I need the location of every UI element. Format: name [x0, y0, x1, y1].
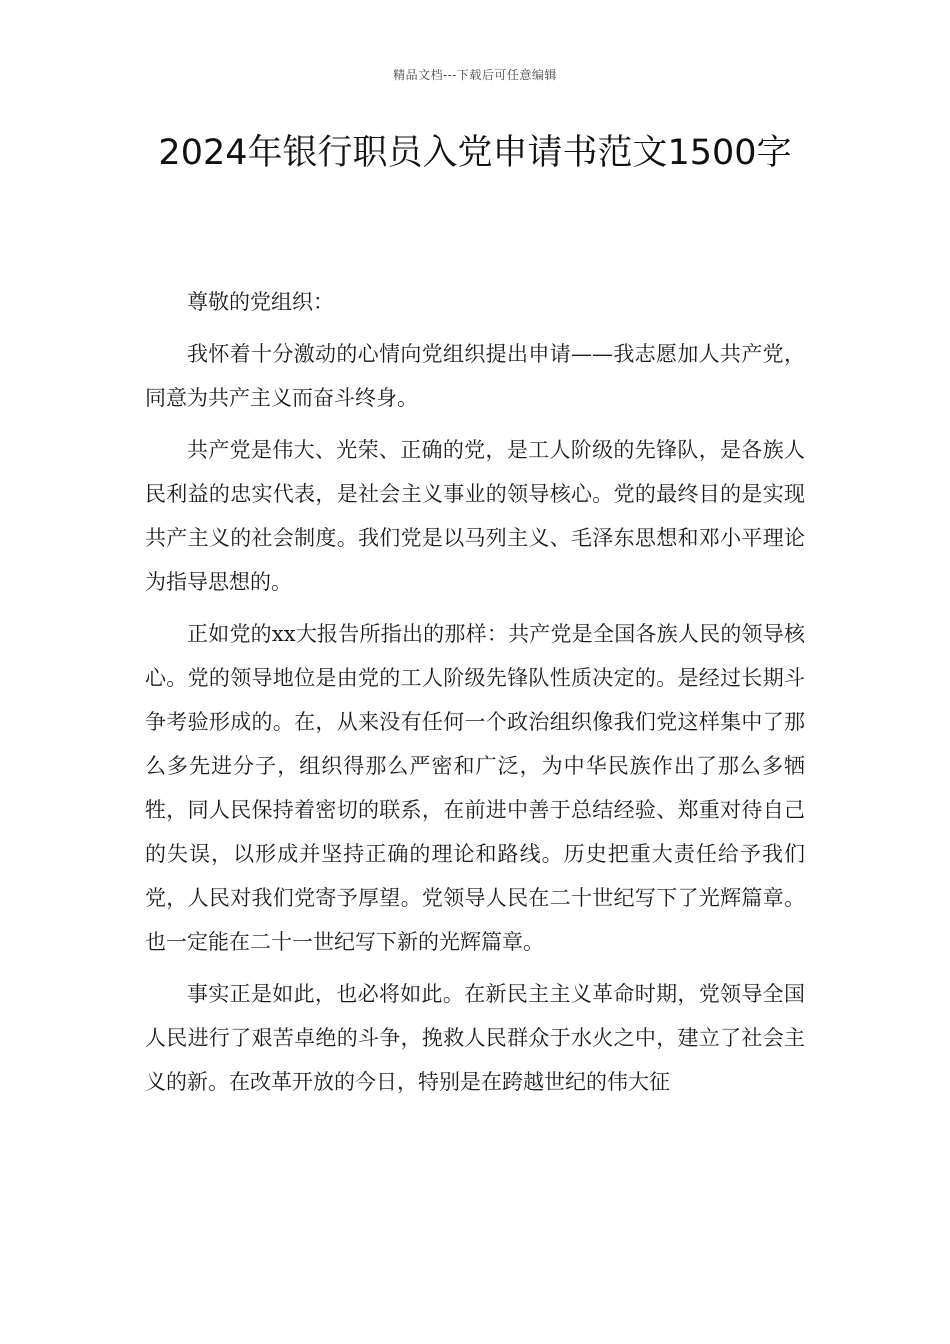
salutation: 尊敬的党组织： — [187, 290, 334, 314]
document-body — [145, 280, 805, 1112]
body-paragraph: 事实正是如此，也必将如此。在新民主主义革命时期，党领导全国人民进行了艰苦卓绝的斗争，挽救人民群众于水火之中，建立了社会主义的新。在改革开放的今日，特别是在跨越世纪的伟大征 — [145, 982, 805, 1094]
page-header-note: 精品文档---下载后可任意编辑 — [393, 68, 557, 82]
body-paragraph: 共产党是伟大、光荣、正确的党，是工人阶级的先锋队，是各族人民利益的忠实代表，是社会主义事业的领导核心。党的最终目的是实现共产主义的社会制度。我们党是以马列主义、毛泽东思想和邓小平理论为指导思想的。 — [145, 438, 805, 594]
body-paragraph: 我怀着十分激动的心情向党组织提出申请——我志愿加人共产党，同意为共产主义而奋斗终身。 — [145, 342, 805, 410]
body-paragraph: 正如党的xx大报告所指出的那样：共产党是全国各族人民的领导核心。党的领导地位是由党的工人阶级先锋队性质决定的。是经过长期斗争考验形成的。在，从来没有任何一个政治组织像我们党这样集中了那么多先进分子，组织得那么严密和广泛，为中华民族作出了那么多牺牲，同人民保持着密切的联系，在前进中善于总结经验、郑重对待自己的失误，以形成并坚持正确的理论和路线。历史把重大责任给予我们党，人民对我们党寄予厚望。党领导人民在二十世纪写下了光辉篇章。也一定能在二十一世纪写下新的光辉篇章。 — [145, 622, 805, 954]
document-title: 2024年银行职员入党申请书范文1500字 — [158, 133, 792, 173]
